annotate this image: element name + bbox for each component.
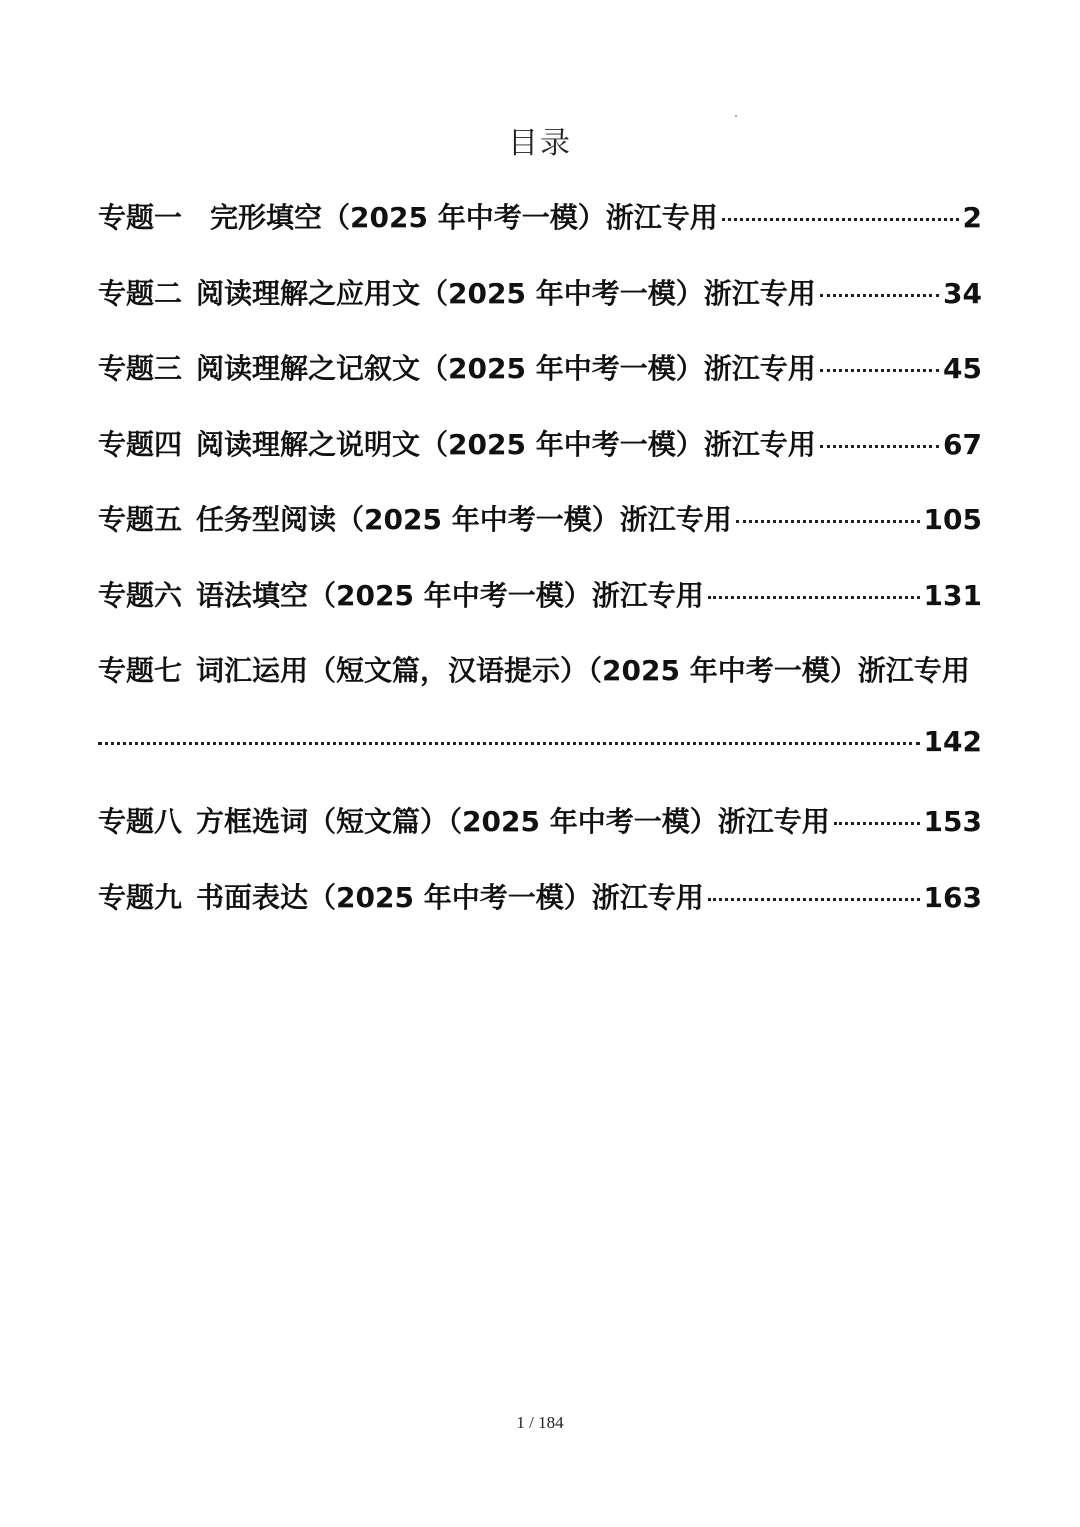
toc-entry-1[interactable] xyxy=(98,196,982,272)
dot-leader xyxy=(820,294,939,297)
toc-entry-page: 45 xyxy=(943,352,982,385)
toc-entry-number: 专题四 xyxy=(98,427,183,461)
toc-entry-title: 方框选词（短文篇）（2025 年中考一模）浙江专用 xyxy=(196,805,830,838)
dot-leader xyxy=(708,898,920,901)
toc-entry-number: 专题九 xyxy=(98,880,183,914)
toc-entry-8[interactable] xyxy=(98,800,982,876)
toc-entry-number: 专题五 xyxy=(98,503,183,536)
toc-entry-6[interactable] xyxy=(98,574,982,650)
toc-entry-7[interactable] xyxy=(98,649,982,725)
scan-speck xyxy=(735,115,737,117)
toc-entry-page: 131 xyxy=(923,578,982,612)
dot-leader xyxy=(708,596,920,599)
toc-entry-title: 书面表达（2025 年中考一模）浙江专用 xyxy=(196,880,704,914)
dot-leader xyxy=(834,822,920,825)
toc-entry-9[interactable] xyxy=(98,876,982,952)
toc-entry-number: 专题六 xyxy=(98,578,183,612)
toc-entry-4[interactable] xyxy=(98,423,982,499)
dot-leader xyxy=(820,445,939,448)
toc-entry-page: 34 xyxy=(943,276,982,310)
toc-entry-page: 67 xyxy=(943,427,982,461)
toc-entry-title: 阅读理解之应用文（2025 年中考一模）浙江专用 xyxy=(196,276,816,310)
toc-entry-title: 词汇运用（短文篇，汉语提示）（2025 年中考一模）浙江专用 xyxy=(196,654,970,687)
toc-entry-page: 153 xyxy=(923,805,982,838)
toc-entry-2[interactable] xyxy=(98,272,982,348)
dot-leader xyxy=(98,742,920,745)
page-number-footer: 1 / 184 xyxy=(516,1413,564,1432)
table-of-contents xyxy=(98,196,982,951)
toc-entry-number: 专题三 xyxy=(98,352,183,385)
toc-entry-number: 专题一 xyxy=(98,201,183,234)
toc-entry-title: 完形填空（2025 年中考一模）浙江专用 xyxy=(210,201,718,234)
toc-entry-page: 2 xyxy=(962,201,982,234)
toc-entry-page: 105 xyxy=(923,503,982,536)
toc-entry-number: 专题七 xyxy=(98,654,183,687)
toc-entry-page: 142 xyxy=(923,724,982,758)
dot-leader xyxy=(736,520,920,523)
toc-entry-title: 阅读理解之记叙文（2025 年中考一模）浙江专用 xyxy=(196,352,816,385)
dot-leader xyxy=(820,369,939,372)
toc-entry-3[interactable] xyxy=(98,347,982,423)
toc-title: 目录 xyxy=(508,126,572,161)
toc-entry-5[interactable] xyxy=(98,498,982,574)
toc-entry-title: 任务型阅读（2025 年中考一模）浙江专用 xyxy=(196,503,732,536)
toc-entry-number: 专题八 xyxy=(98,805,183,838)
toc-entry-number: 专题二 xyxy=(98,276,183,310)
toc-entry-7-continuation[interactable] xyxy=(98,725,982,801)
toc-entry-title: 阅读理解之说明文（2025 年中考一模）浙江专用 xyxy=(196,427,816,461)
toc-entry-title: 语法填空（2025 年中考一模）浙江专用 xyxy=(196,578,704,612)
toc-entry-page: 163 xyxy=(923,880,982,914)
dot-leader xyxy=(722,218,959,221)
